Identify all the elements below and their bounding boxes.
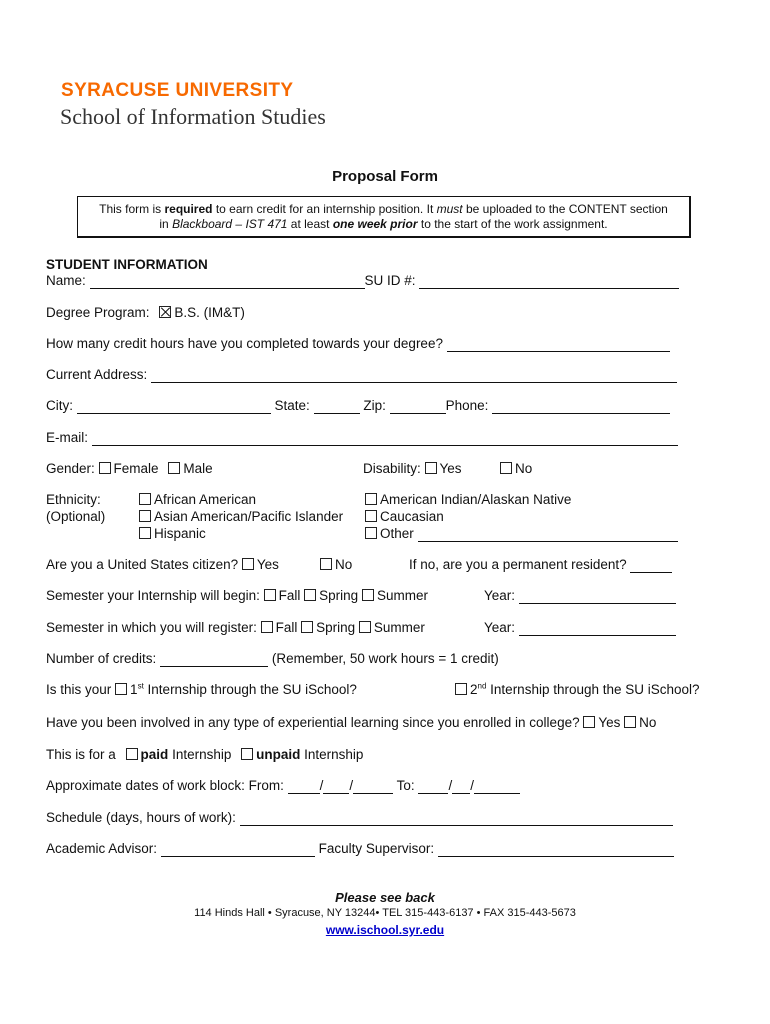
- address-label: Current Address:: [46, 367, 148, 382]
- disability-yes-label: Yes: [439, 461, 462, 476]
- semester-begin-year-row: [484, 588, 676, 604]
- address-input[interactable]: [151, 369, 677, 383]
- degree-label: Degree Program:: [46, 305, 150, 320]
- email-label: E-mail:: [46, 430, 89, 445]
- phone-input[interactable]: [492, 400, 670, 414]
- disability-no-label: No: [515, 461, 533, 476]
- credit-hours-row: [46, 336, 670, 352]
- experiential-no-checkbox[interactable]: [624, 716, 636, 728]
- semester-register-fall-label: Fall: [275, 620, 298, 635]
- resident-question: If no, are you a permanent resident?: [409, 557, 627, 572]
- gender-male-label: Male: [183, 461, 213, 476]
- first-rest: Internship through the SU iSchool?: [143, 682, 357, 697]
- notice-one-week: one week prior: [332, 217, 418, 231]
- year-label: Year:: [484, 620, 516, 635]
- ethnicity-asian-label: Asian American/Pacific Islander: [154, 509, 344, 524]
- disability-yes-checkbox[interactable]: [425, 462, 437, 474]
- schedule-input[interactable]: [240, 812, 673, 826]
- ethnicity-asian-checkbox[interactable]: [139, 510, 151, 522]
- ethnicity-label: Ethnicity:: [46, 492, 101, 507]
- first-internship-label: [130, 682, 357, 697]
- ethnicity-african-row: [139, 492, 256, 508]
- footer-link-row: [0, 921, 770, 939]
- semester-begin-fall-label: Fall: [278, 588, 301, 603]
- citizen-question: Are you a United States citizen?: [46, 557, 239, 572]
- dates-row: Approximate dates of work block: From: / / To: / /: [46, 778, 520, 794]
- ethnicity-asian-row: [139, 509, 343, 525]
- dates-label: Approximate dates of work block: From:: [46, 778, 284, 793]
- footer-address: 114 Hinds Hall • Syracuse, NY 13244• TEL 315-443-6137 • FAX 315-443-5673: [194, 907, 576, 919]
- experiential-yes-label: Yes: [598, 715, 621, 730]
- schedule-label: Schedule (days, hours of work):: [46, 810, 236, 825]
- unpaid-internship-word: Internship: [300, 747, 364, 762]
- semester-register-year-row: [484, 620, 676, 636]
- ethnicity-other-input[interactable]: [418, 528, 678, 542]
- credit-hours-question: How many credit hours have you completed towards your degree?: [46, 336, 443, 351]
- from-day-input[interactable]: [323, 780, 349, 794]
- gender-label: Gender:: [46, 461, 95, 476]
- second-rest: Internship through the SU iSchool?: [486, 682, 700, 697]
- notice-text: to earn credit for an internship position. It: [212, 202, 437, 216]
- ethnicity-hispanic-label: Hispanic: [154, 526, 206, 541]
- zip-label: Zip:: [363, 398, 386, 413]
- semester-begin-year-input[interactable]: [519, 590, 676, 604]
- notice-required: required: [164, 202, 213, 216]
- disability-no-checkbox[interactable]: [500, 462, 512, 474]
- ethnicity-hispanic-checkbox[interactable]: [139, 527, 151, 539]
- notice-must: must: [436, 202, 463, 216]
- ethnicity-african-checkbox[interactable]: [139, 493, 151, 505]
- experiential-question: Have you been involved in any type of experiential learning since you enrolled in college?: [46, 715, 580, 730]
- semester-begin-label: Semester your Internship will begin:: [46, 588, 260, 603]
- email-row: [46, 430, 678, 446]
- address-row: [46, 367, 677, 383]
- state-input[interactable]: [314, 400, 360, 414]
- unpaid-label: unpaid: [256, 747, 301, 762]
- semester-begin-spring-label: Spring: [319, 588, 359, 603]
- gender-row: [46, 461, 213, 477]
- disability-label: Disability:: [363, 461, 421, 476]
- citizen-yes-checkbox[interactable]: [242, 558, 254, 570]
- school-name: School of Information Studies: [60, 104, 326, 129]
- paid-label: paid: [140, 747, 169, 762]
- university-logo-text: SYRACUSE UNIVERSITY: [61, 80, 294, 101]
- ethnicity-native-label: American Indian/Alaskan Native: [380, 492, 572, 507]
- city-label: City:: [46, 398, 73, 413]
- ethnicity-caucasian-row: [365, 509, 444, 525]
- name-label: Name:: [46, 273, 86, 288]
- city-row: [46, 398, 670, 414]
- citizen-no-row: [320, 557, 352, 573]
- experiential-row: [46, 715, 656, 731]
- notice-blackboard: Blackboard – IST 471: [172, 217, 288, 231]
- website-link[interactable]: www.ischool.syr.edu: [325, 923, 445, 937]
- degree-row: [46, 305, 245, 321]
- semester-register-summer-label: Summer: [373, 620, 425, 635]
- notice-text: to the start of the work assignment.: [417, 217, 608, 231]
- see-back-note: Please see back: [335, 890, 435, 905]
- paid-row: [46, 747, 363, 763]
- ethnicity-other-checkbox[interactable]: [365, 527, 377, 539]
- credit-hours-input[interactable]: [447, 338, 670, 352]
- first-sup: st: [137, 681, 144, 691]
- name-row: [46, 273, 679, 289]
- citizen-row: [46, 557, 279, 573]
- student-info-heading: STUDENT INFORMATION: [46, 257, 208, 272]
- form-title: Proposal Form: [332, 168, 438, 185]
- phone-label: Phone:: [445, 398, 489, 413]
- notice-text: at least: [287, 217, 333, 231]
- semester-register-year-input[interactable]: [519, 622, 676, 636]
- citizen-no-checkbox[interactable]: [320, 558, 332, 570]
- notice-box: [77, 196, 691, 238]
- semester-register-label: Semester in which you will register:: [46, 620, 257, 635]
- ethnicity-caucasian-label: Caucasian: [380, 509, 444, 524]
- suid-label: SU ID #:: [364, 273, 416, 288]
- to-label: To:: [396, 778, 415, 793]
- semester-begin-summer-label: Summer: [376, 588, 428, 603]
- schedule-row: [46, 810, 673, 826]
- second-internship-row: [455, 682, 700, 698]
- notice-text: This form is: [99, 202, 165, 216]
- supervisor-label: Faculty Supervisor:: [318, 841, 435, 856]
- paid-internship-word: Internship: [168, 747, 232, 762]
- this-is-for-label: This is for a: [46, 747, 116, 762]
- year-label: Year:: [484, 588, 516, 603]
- degree-checkbox[interactable]: [159, 306, 171, 318]
- gender-female-label: Female: [113, 461, 159, 476]
- semester-register-row: [46, 620, 425, 636]
- second-internship-checkbox[interactable]: [455, 683, 467, 695]
- name-input[interactable]: [90, 275, 365, 289]
- unpaid-checkbox[interactable]: [241, 748, 253, 760]
- ethnicity-hispanic-row: [139, 526, 206, 542]
- semester-register-summer-checkbox[interactable]: [359, 621, 371, 633]
- to-year-input[interactable]: [474, 780, 520, 794]
- zip-input[interactable]: [390, 400, 446, 414]
- semester-begin-spring-checkbox[interactable]: [304, 589, 316, 601]
- resident-input[interactable]: [630, 559, 672, 573]
- to-day-input[interactable]: [452, 780, 470, 794]
- city-input[interactable]: [77, 400, 271, 414]
- citizen-no-label: No: [335, 557, 353, 572]
- from-year-input[interactable]: [353, 780, 393, 794]
- semester-begin-fall-checkbox[interactable]: [264, 589, 276, 601]
- credits-input[interactable]: [160, 653, 268, 667]
- ethnicity-optional: (Optional): [46, 509, 106, 524]
- notice-text: in: [159, 217, 173, 231]
- resident-row: [409, 557, 672, 573]
- gender-male-checkbox[interactable]: [168, 462, 180, 474]
- ethnicity-caucasian-checkbox[interactable]: [365, 510, 377, 522]
- from-month-input[interactable]: [288, 780, 320, 794]
- supervisor-input[interactable]: [438, 843, 674, 857]
- ethnicity-african-label: African American: [154, 492, 257, 507]
- gender-female-checkbox[interactable]: [99, 462, 111, 474]
- ethnicity-other-label: Other: [380, 526, 414, 541]
- this-is-your-label: Is this your: [46, 682, 112, 697]
- to-month-input[interactable]: [418, 780, 448, 794]
- credits-row: [46, 651, 499, 667]
- first-internship-checkbox[interactable]: [115, 683, 127, 695]
- ethnicity-native-checkbox[interactable]: [365, 493, 377, 505]
- internship-number-row: [46, 682, 357, 698]
- citizen-yes-label: Yes: [256, 557, 279, 572]
- advisor-label: Academic Advisor:: [46, 841, 158, 856]
- paid-checkbox[interactable]: [126, 748, 138, 760]
- semester-begin-summer-checkbox[interactable]: [362, 589, 374, 601]
- semester-register-spring-label: Spring: [316, 620, 356, 635]
- semester-begin-row: [46, 588, 428, 604]
- advisor-input[interactable]: [161, 843, 315, 857]
- ethnicity-native-row: [365, 492, 571, 508]
- first-num: 1: [130, 682, 138, 697]
- semester-register-spring-checkbox[interactable]: [301, 621, 313, 633]
- state-label: State:: [274, 398, 310, 413]
- experiential-yes-checkbox[interactable]: [583, 716, 595, 728]
- credits-label: Number of credits:: [46, 651, 157, 666]
- disability-no-row: [500, 461, 532, 477]
- second-internship-label: [470, 682, 700, 697]
- notice-text: be uploaded to the CONTENT section: [462, 202, 668, 216]
- suid-input[interactable]: [419, 275, 679, 289]
- experiential-no-label: No: [639, 715, 657, 730]
- email-input[interactable]: [92, 432, 678, 446]
- disability-row: [363, 461, 462, 477]
- degree-option: B.S. (IM&T): [174, 305, 245, 320]
- advisor-row: [46, 841, 674, 857]
- ethnicity-other-row: [365, 526, 678, 542]
- second-sup: nd: [477, 681, 487, 691]
- credits-note: (Remember, 50 work hours = 1 credit): [271, 651, 499, 666]
- semester-register-fall-checkbox[interactable]: [261, 621, 273, 633]
- second-num: 2: [470, 682, 478, 697]
